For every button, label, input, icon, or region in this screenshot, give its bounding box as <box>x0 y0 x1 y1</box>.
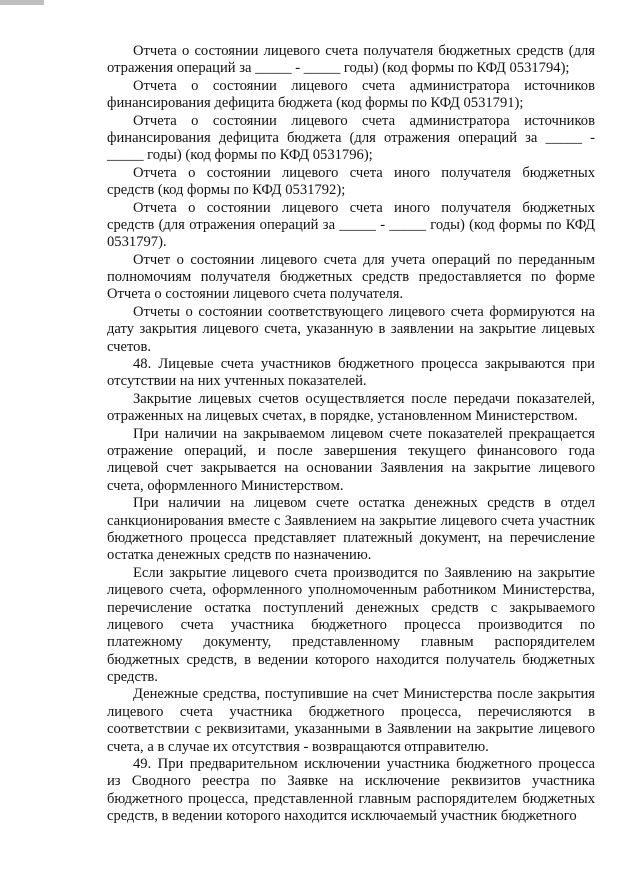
text-line: отражения операций за _____ - _____ годы) (код формы по КФД 0531794); <box>107 60 570 77</box>
paragraph <box>0 304 640 356</box>
text-line: Отчет о состоянии лицевого счета для учета операций по переданным <box>133 251 595 268</box>
text-line: отраженных на лицевых счетах, в порядке, установленном Министерством. <box>107 408 578 425</box>
text-line: При наличии на лицевом счете остатка денежных средств в отдел <box>133 495 595 512</box>
paragraph <box>0 43 640 78</box>
text-line: 0531797). <box>107 234 167 251</box>
text-line: Если закрытие лицевого счета производится по Заявлению на закрытие <box>133 564 595 581</box>
text-line: перечисление остатка поступлений денежных средств с закрываемого <box>107 599 595 616</box>
paragraph <box>0 565 640 687</box>
text-line: 49. При предварительном исключении участника бюджетного процесса <box>133 756 595 773</box>
text-line: Отчета о состоянии лицевого счета получателя. <box>107 286 404 303</box>
paragraph <box>0 756 640 826</box>
text-line: средств (код формы по КФД 0531792); <box>107 182 346 199</box>
text-line: 48. Лицевые счета участников бюджетного процесса закрываются при <box>133 356 595 373</box>
text-line: бюджетного процесса, представленной главным распорядителем бюджетных <box>107 790 595 807</box>
paragraph <box>0 78 640 113</box>
text-line: финансирования дефицита бюджета (код формы по КФД 0531791); <box>107 95 524 112</box>
paragraph <box>0 113 640 165</box>
text-line: Закрытие лицевых счетов осуществляется после передачи показателей, <box>133 390 595 407</box>
text-line: отсутствии на них учтенных показателей. <box>107 373 367 390</box>
text-line: платежному документу, представленному главным распорядителем <box>107 634 595 651</box>
text-line: Отчета о состоянии лицевого счета администратора источников <box>133 77 595 94</box>
text-line: лицевой счет закрывается на основании Заявления на закрытие лицевого <box>107 460 595 477</box>
paragraph <box>0 686 640 756</box>
text-line: лицевого счета участника бюджетного процесса, перечисляются в <box>107 703 595 720</box>
text-line: полномочиям получателя бюджетных средств предоставляется по форме <box>107 269 595 286</box>
text-line: бюджетных средств, в ведении которого находится получатель бюджетных <box>107 651 595 668</box>
paragraph <box>0 356 640 391</box>
text-line: дату закрытия лицевого счета, указанную в заявлении на закрытие лицевых <box>107 321 595 338</box>
text-line: средств (для отражения операций за _____ - _____ годы) (код формы по КФД <box>107 216 595 233</box>
text-line: бюджетного процесса представляет платежный документ, на перечисление <box>107 529 595 546</box>
text-line: Отчеты о состоянии соответствующего лицевого счета формируются на <box>133 303 595 320</box>
paragraph <box>0 426 640 496</box>
text-line: Отчета о состоянии лицевого счета иного получателя бюджетных <box>133 199 595 216</box>
text-line: счета, оформленного Министерством. <box>107 477 344 494</box>
paragraph <box>0 391 640 426</box>
text-line: _____ годы) (код формы по КФД 0531796); <box>107 147 373 164</box>
document-body <box>0 43 640 826</box>
text-line: финансирования дефицита бюджета (для отражения операций за _____ - <box>107 129 595 146</box>
text-line: отражение операций, и после завершения текущего финансового года <box>107 442 595 459</box>
paragraph <box>0 200 640 252</box>
scan-edge-mark <box>0 0 44 5</box>
text-line: средств, в ведении которого находится исключаемый участник бюджетного <box>107 808 577 825</box>
text-line: лицевого счета, оформленного уполномоченным работником Министерства, <box>107 582 595 599</box>
text-line: счетов. <box>107 338 152 355</box>
paragraph <box>0 165 640 200</box>
text-line: соответствии с реквизитами, указанными в Заявлении на закрытие лицевого <box>107 721 595 738</box>
text-line: Денежные средства, поступившие на счет Министерства после закрытия <box>133 686 595 703</box>
text-line: остатка денежных средств по назначению. <box>107 547 372 564</box>
paragraph <box>0 252 640 304</box>
text-line: При наличии на закрываемом лицевом счете показателей прекращается <box>133 425 595 442</box>
text-line: лицевого счета участника бюджетного процесса производится по <box>107 616 595 633</box>
text-line: счета, а в случае их отсутствия - возвращаются отправителю. <box>107 738 489 755</box>
text-line: из Сводного реестра по Заявке на исключение реквизитов участника <box>107 773 595 790</box>
text-line: Отчета о состоянии лицевого счета администратора источников <box>133 112 595 129</box>
paragraph <box>0 495 640 565</box>
text-line: санкционирования вместе с Заявлением на закрытие лицевого счета участник <box>107 512 595 529</box>
text-line: Отчета о состоянии лицевого счета получателя бюджетных средств (для <box>133 43 595 59</box>
text-line: Отчета о состоянии лицевого счета иного получателя бюджетных <box>133 164 595 181</box>
text-line: средств. <box>107 669 158 686</box>
